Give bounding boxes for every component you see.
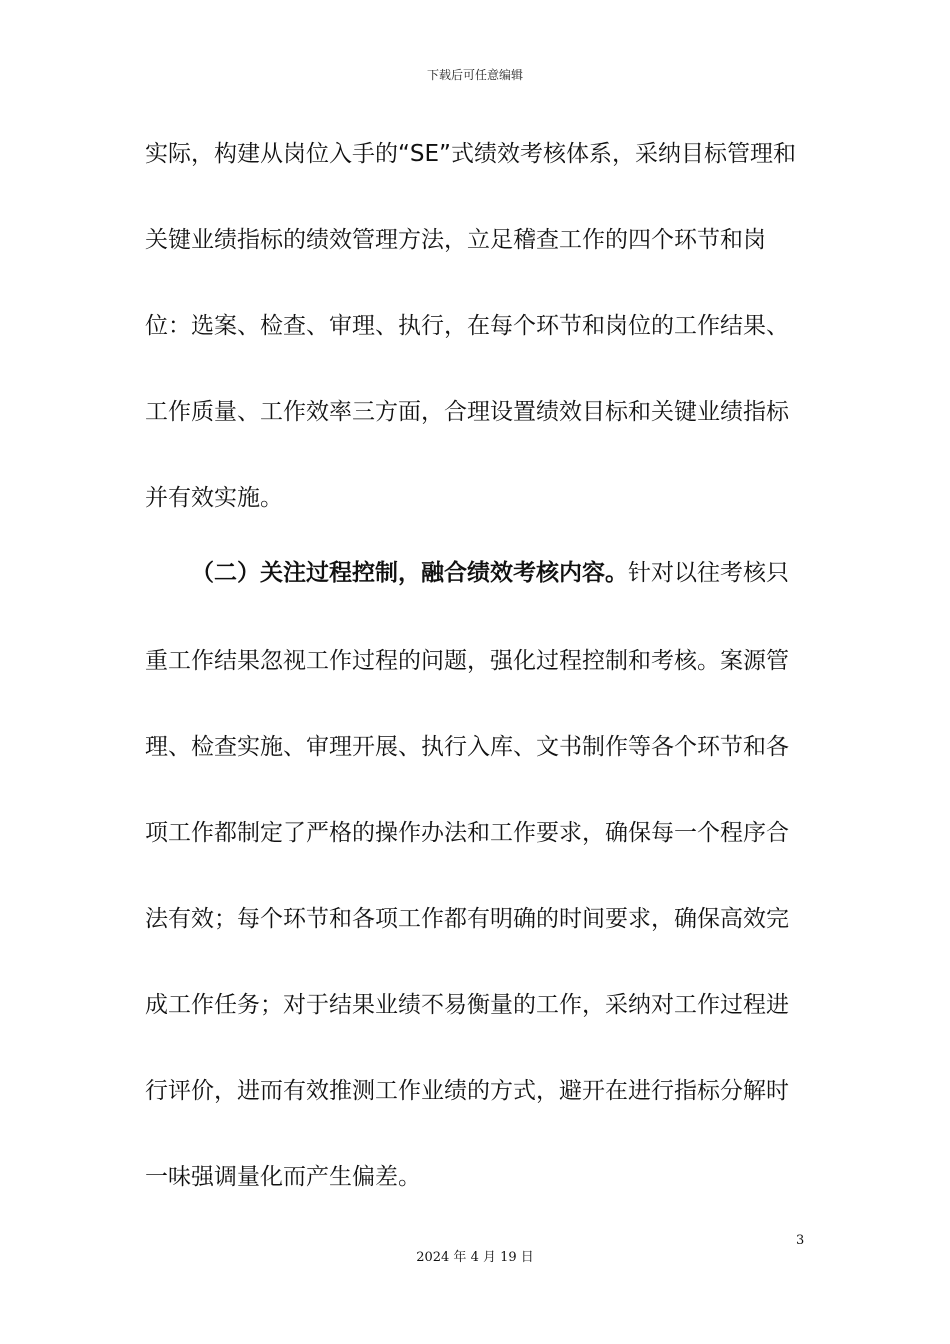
section-text: 针对以往考核只	[628, 560, 789, 586]
paragraph-line: 项工作都制定了严格的操作办法和工作要求，确保每一个程序合	[145, 820, 789, 846]
page-header: 下载后可任意编辑	[426, 68, 523, 82]
paragraph-line: 关键业绩指标的绩效管理方法，立足稽查工作的四个环节和岗	[145, 227, 766, 253]
paragraph-line: 成工作任务；对于结果业绩不易衡量的工作，采纳对工作过程进	[145, 992, 789, 1018]
paragraph-line: 实际，构建从岗位入手的“SE”式绩效考核体系，采纳目标管理和	[145, 141, 796, 167]
paragraph-line: 法有效；每个环节和各项工作都有明确的时间要求，确保高效完	[145, 906, 789, 932]
paragraph-line: 一味强调量化而产生偏差。	[145, 1164, 421, 1190]
paragraph-line: 重工作结果忽视工作过程的问题，强化过程控制和考核。案源管	[145, 648, 789, 674]
paragraph-line: 理、检查实施、审理开展、执行入库、文书制作等各个环节和各	[145, 734, 789, 760]
section-heading-line	[191, 558, 811, 588]
footer-date: 2024 年 4 月 19 日	[416, 1250, 534, 1265]
paragraph-line: 并有效实施。	[145, 485, 283, 511]
page-number: 3	[796, 1233, 805, 1248]
section-heading: （二）关注过程控制，融合绩效考核内容。	[191, 560, 628, 586]
paragraph-line: 工作质量、工作效率三方面，合理设置绩效目标和关键业绩指标	[145, 399, 789, 425]
paragraph-line: 行评价，进而有效推测工作业绩的方式，避开在进行指标分解时	[145, 1078, 789, 1104]
paragraph-line: 位：选案、检查、审理、执行，在每个环节和岗位的工作结果、	[145, 313, 789, 339]
